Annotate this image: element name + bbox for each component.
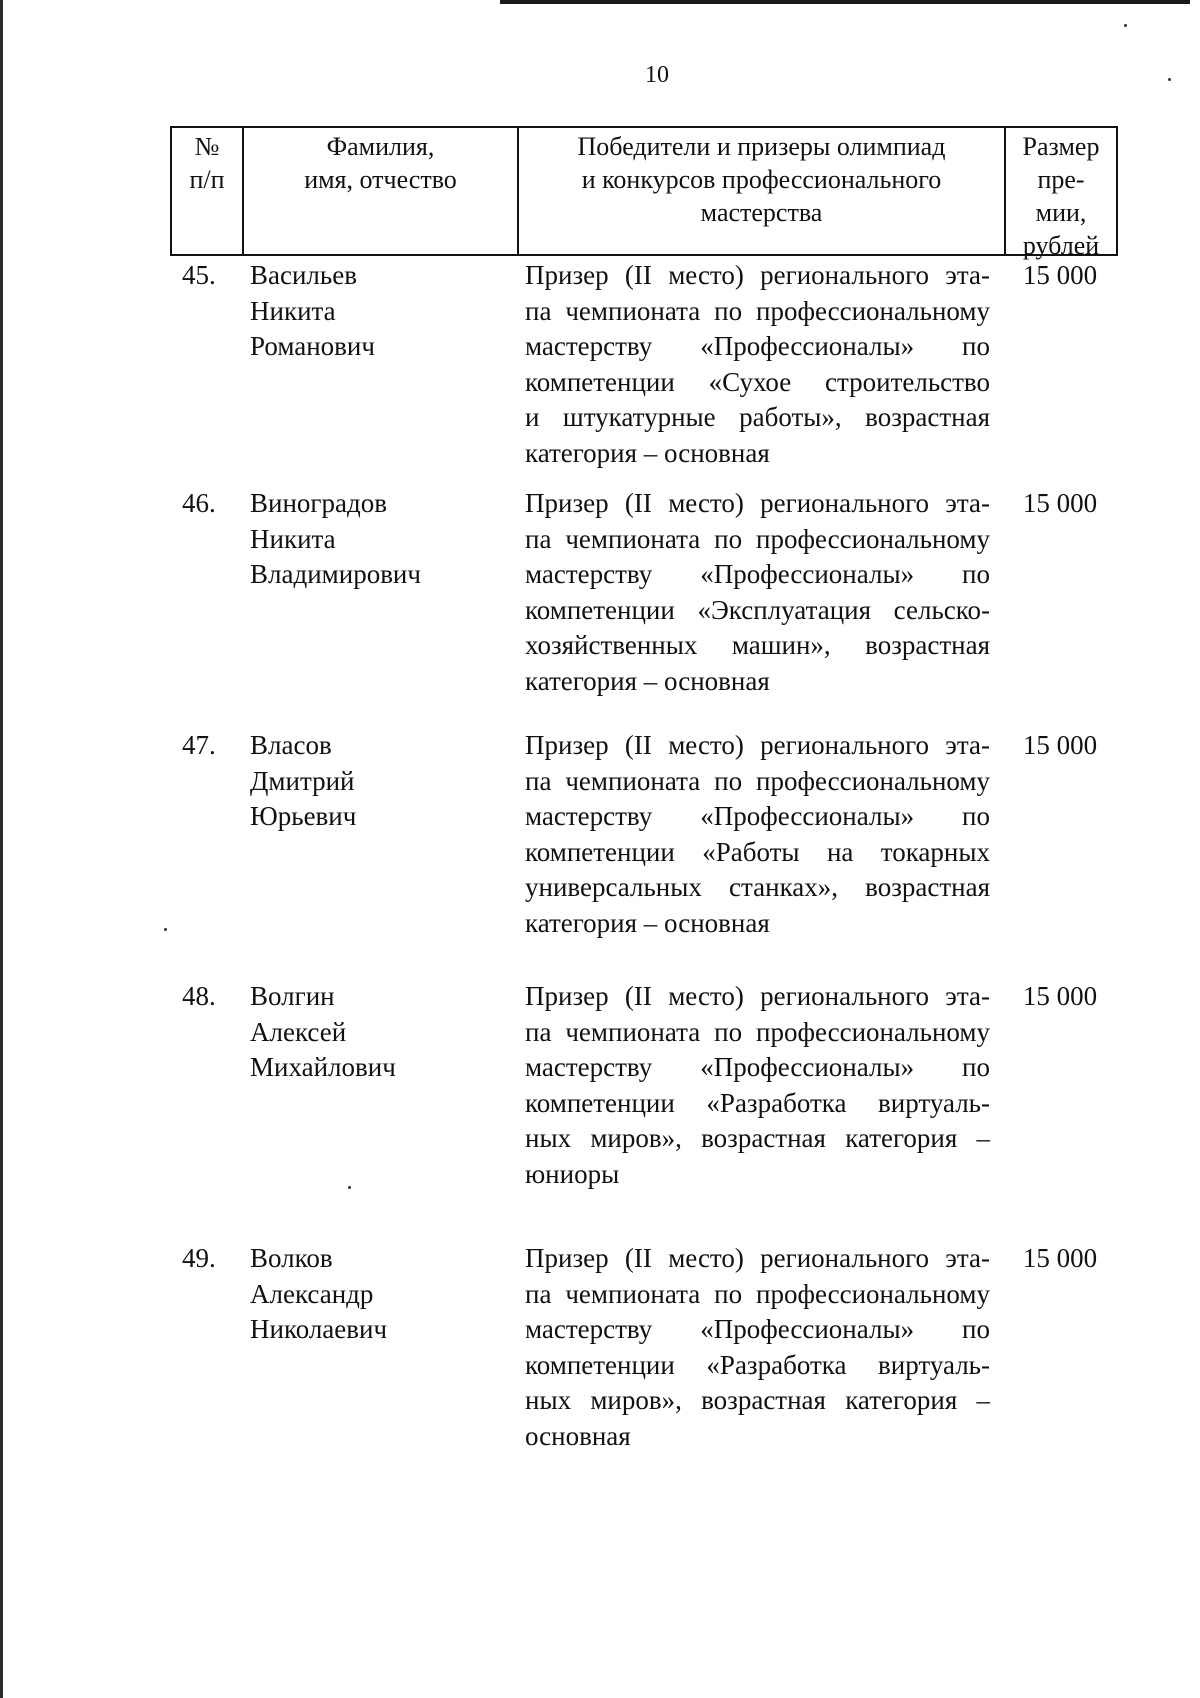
header-full-name: Фамилия, имя, отчество [242, 128, 517, 254]
row-number: 45. [182, 260, 216, 290]
row-full-name: Виноградов Никита Владимирович [250, 488, 421, 589]
page-number: 10 [645, 62, 669, 88]
row-full-name: Васильев Никита Романович [250, 260, 375, 361]
header-number: № п/п [189, 132, 225, 194]
row-number: 48. [182, 981, 216, 1011]
row-prize-amount: 15 000 [1022, 981, 1098, 1011]
row-achievement: Призер (II место) регионального эта- па чемпионата по профессиональному мастерству «Профессионалы» по компетенции «Разработка виртуаль- ных миров», возрастная категория – основная [525, 1243, 990, 1451]
awards-table [170, 126, 1118, 1451]
row-number: 46. [182, 488, 216, 518]
table-header-row [170, 126, 1118, 260]
row-achievement: Призер (II место) регионального эта- па чемпионата по профессиональному мастерству «Профессионалы» по компетенции «Разработка виртуаль- ных миров», возрастная категория – юниоры [525, 981, 990, 1189]
row-prize-amount: 15 000 [1022, 488, 1098, 518]
row-full-name: Власов Дмитрий Юрьевич [250, 730, 357, 831]
scan-speck [1124, 24, 1127, 27]
row-number: 49. [182, 1243, 216, 1273]
scan-speck [348, 1186, 351, 1189]
header-achievement: Победители и призеры олимпиад и конкурсов профессионального мастерства [517, 128, 1004, 254]
row-prize-amount: 15 000 [1022, 1243, 1098, 1273]
row-achievement: Призер (II место) регионального эта- па чемпионата по профессиональному мастерству «Профессионалы» по компетенции «Работы на токарных универсальных станках», возрастная категория – основная [525, 730, 990, 938]
row-full-name: Волков Александр Николаевич [250, 1243, 388, 1344]
scan-left-edge [0, 0, 3, 1698]
row-full-name: Волгин Алексей Михайлович [250, 981, 396, 1082]
row-number: 47. [182, 730, 216, 760]
scan-speck [164, 928, 167, 931]
row-prize-amount: 15 000 [1022, 260, 1098, 290]
header-prize-amount: Размер пре- мии, рублей [1004, 128, 1116, 254]
row-prize-amount: 15 000 [1022, 730, 1098, 760]
row-achievement: Призер (II место) регионального эта- па чемпионата по профессиональному мастерству «Профессионалы» по компетенции «Эксплуатация сельско- хозяйственных машин», возрастная категория – основная [525, 488, 990, 696]
scan-top-line [500, 0, 1190, 4]
row-achievement: Призер (II место) регионального эта- па чемпионата по профессиональному мастерству «Профессионалы» по компетенции «Сухое строительство и штукатурные работы», возрастная категория – основная [525, 260, 990, 468]
